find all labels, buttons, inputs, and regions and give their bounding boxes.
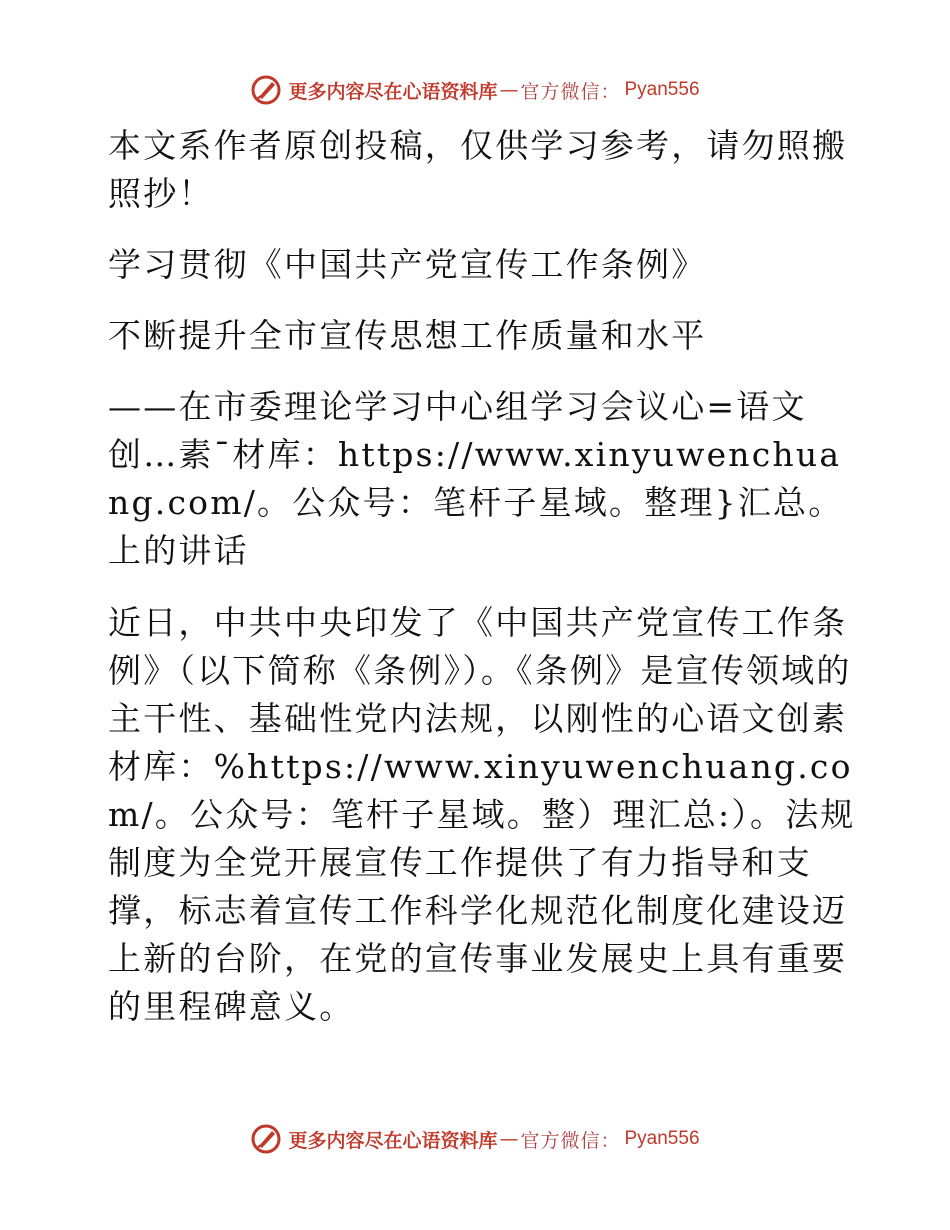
subtitle-paragraph: ——在市委理论学习中心组学习会议心=语文创…素¯材库：https://www.xinyuwenchuang.com/。公众号：笔杆子星域。整理}汇总。上的讲话 xyxy=(108,387,844,570)
document-body xyxy=(97,122,857,1031)
footer-watermark xyxy=(0,1119,950,1159)
watermark-wechat-id: Pyan556 xyxy=(624,79,700,100)
body-paragraph: 近日，中共中央印发了《中国共产党宣传工作条例》（以下简称《条例》）。《条例》是宣传领域的主干性、基础性党内法规，以刚性的心语文创素材库：%https://www.xinyuwenchuang.com/。公众号：笔杆子星域。整）理汇总:）。法规制度为全党开展宣传工作提供了有力指导和支撑，标志着宣传工作科学化规范化制度化建设迈上新的台阶，在党的宣传事业发展史上具有重要的里程碑意义。 xyxy=(108,603,856,1026)
watermark-main-text: 更多内容尽在心语资料库 xyxy=(288,1129,498,1152)
title-line-2: 不断提升全市宣传思想工作质量和水平 xyxy=(108,316,707,355)
watermark-main-text: 更多内容尽在心语资料库 xyxy=(288,80,498,103)
quill-logo-icon xyxy=(250,74,282,106)
title-line-1: 学习贯彻《中国共产党宣传工作条例》 xyxy=(108,245,707,284)
header-watermark xyxy=(0,70,950,110)
watermark-wechat-id: Pyan556 xyxy=(624,1128,700,1149)
watermark-sub-text: 官方微信： xyxy=(520,80,621,103)
watermark-dash: — xyxy=(499,1128,519,1150)
watermark-sub-text: 官方微信： xyxy=(520,1129,621,1152)
watermark-dash: — xyxy=(499,79,519,101)
quill-logo-icon xyxy=(250,1123,282,1155)
notice-paragraph: 本文系作者原创投稿，仅供学习参考，请勿照搬照抄！ xyxy=(108,126,848,213)
